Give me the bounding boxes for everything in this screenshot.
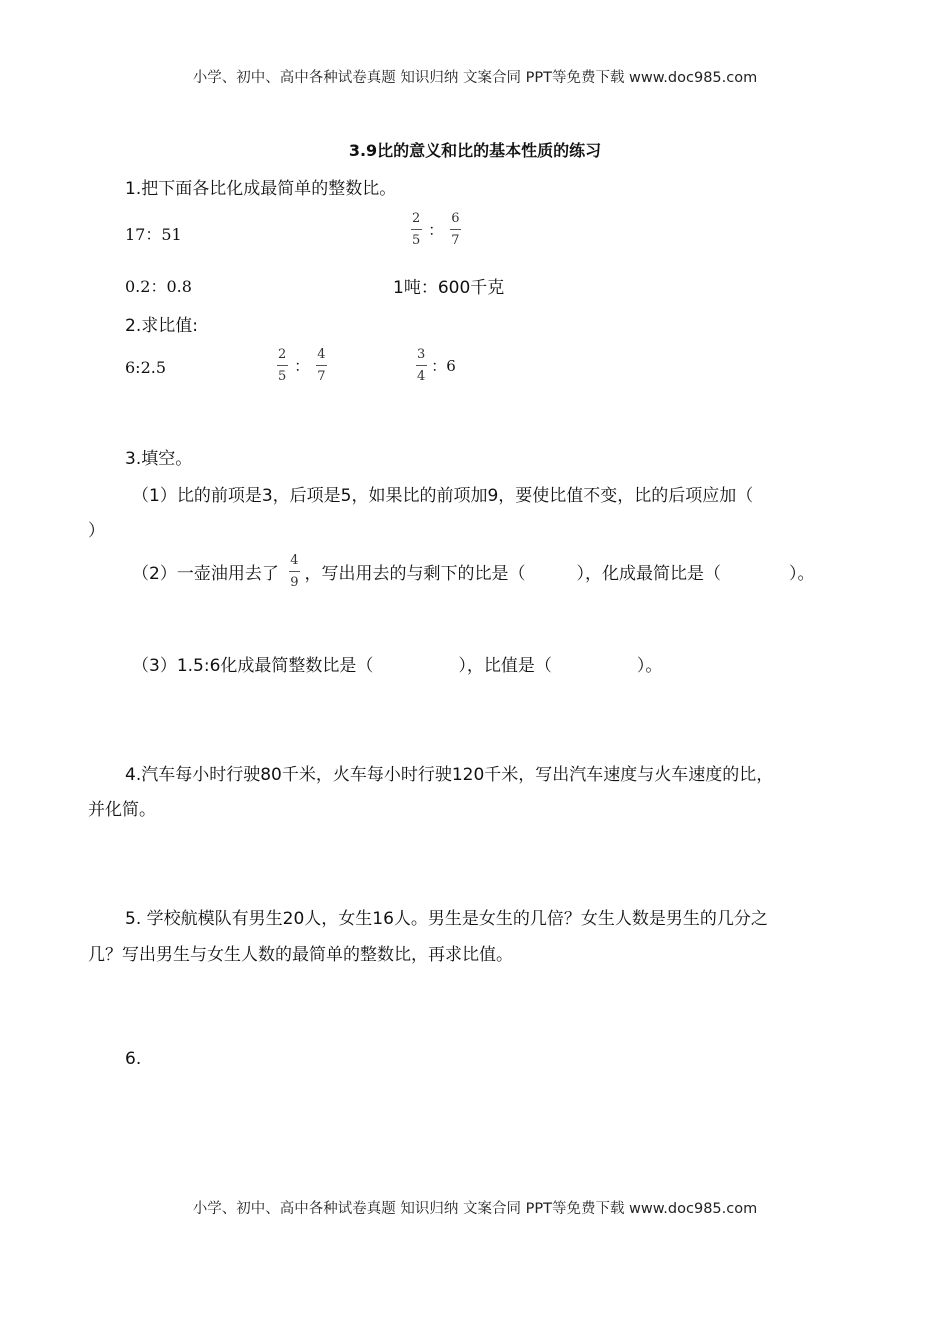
page-header: 小学、初中、高中各种试卷真题 知识归纳 文案合同 PPT等免费下载 www.doc985.com — [192, 70, 758, 86]
q3-sub3: （3）1.5:6化成最简整数比是（ ），比值是（ ）。 — [132, 656, 663, 676]
denominator: 7 — [317, 369, 326, 384]
numerator: 2 — [278, 347, 287, 362]
fraction-bar — [316, 365, 327, 366]
denominator: 9 — [290, 575, 299, 590]
denominator: 4 — [417, 369, 426, 384]
fraction-bar — [277, 365, 288, 366]
q1-prompt: 1.把下面各比化成最简单的整数比。 — [125, 179, 397, 199]
fraction-bar — [289, 571, 300, 572]
q5-line1: 5. 学校航模队有男生20人，女生16人。男生是女生的几倍？女生人数是男生的几分之 — [125, 909, 768, 929]
numerator: 3 — [417, 347, 426, 362]
q2-item-a: 6:2.5 — [125, 358, 167, 377]
denominator: 7 — [451, 233, 460, 248]
q3-sub2-before: （2）一壶油用去了 — [132, 564, 279, 584]
q1-item-a: 17：51 — [125, 225, 182, 244]
q4-line1: 4.汽车每小时行驶80千米，火车每小时行驶120千米，写出汽车速度与火车速度的比， — [125, 765, 774, 785]
fraction — [415, 346, 427, 385]
numerator: 4 — [317, 347, 326, 362]
denominator: 5 — [278, 369, 287, 384]
q2-item-b — [276, 346, 328, 385]
q1-item-d: 1吨：600千克 — [393, 278, 505, 298]
fraction — [449, 210, 461, 249]
fraction — [410, 210, 422, 249]
ratio-colon: ： — [428, 221, 444, 239]
q3-sub2 — [132, 552, 815, 591]
q3-sub1-line1: （1）比的前项是3，后项是5，如果比的前项加9，要使比值不变，比的后项应加（ — [132, 486, 754, 506]
q5-line2: 几？写出男生与女生人数的最简单的整数比，再求比值。 — [88, 945, 513, 965]
fraction — [276, 346, 288, 385]
q1-item-b — [410, 210, 462, 249]
fraction — [288, 552, 300, 591]
q2-prompt: 2.求比值: — [125, 316, 198, 336]
page-footer: 小学、初中、高中各种试卷真题 知识归纳 文案合同 PPT等免费下载 www.doc985.com — [192, 1201, 758, 1217]
numerator: 4 — [290, 553, 299, 568]
q3-prompt: 3.填空。 — [125, 449, 193, 469]
q3-sub2-after: ，写出用去的与剩下的比是（ ），化成最简比是（ ）。 — [304, 564, 815, 584]
q4-line2: 并化简。 — [88, 800, 156, 820]
fraction-bar — [416, 365, 427, 366]
fraction-bar — [450, 229, 461, 230]
numerator: 6 — [451, 211, 460, 226]
q2-item-c — [415, 346, 462, 385]
denominator: 5 — [412, 233, 421, 248]
worksheet-title: 3.9比的意义和比的基本性质的练习 — [348, 141, 602, 160]
q1-item-c: 0.2：0.8 — [125, 277, 192, 296]
fraction-bar — [411, 229, 422, 230]
ratio-rest: ：6 — [431, 357, 456, 375]
ratio-colon: ： — [294, 357, 310, 375]
fraction — [315, 346, 327, 385]
q3-sub1-line2: ） — [88, 521, 105, 541]
q6-label: 6. — [125, 1049, 142, 1069]
numerator: 2 — [412, 211, 421, 226]
